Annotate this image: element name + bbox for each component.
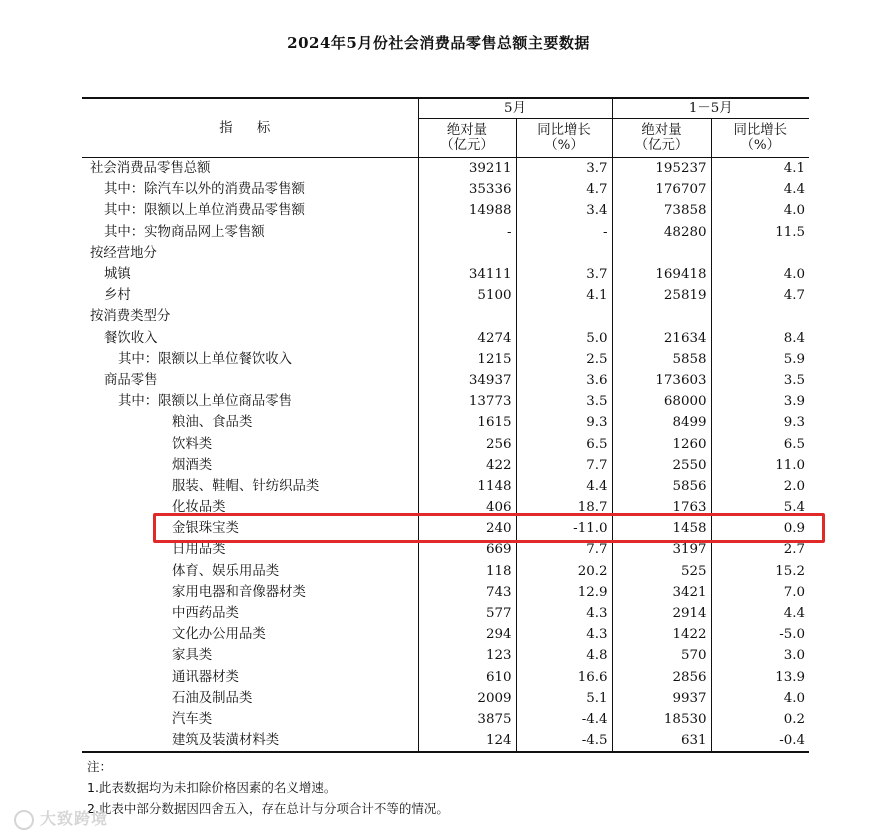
ytd-absolute-value: 5856 [612, 476, 711, 497]
may-absolute-value: 256 [418, 433, 516, 454]
row-indicator-name [82, 667, 418, 688]
ytd-absolute-value: 195237 [612, 158, 711, 180]
ytd-absolute-value: 3421 [612, 582, 711, 603]
row-label: 餐饮收入 [104, 330, 158, 346]
may-absolute-value: 2009 [418, 688, 516, 709]
may-absolute-value: 406 [418, 497, 516, 518]
table-body [82, 158, 809, 753]
row-label: 金银珠宝类 [172, 521, 239, 537]
may-yoy-growth: 2.5 [516, 349, 612, 370]
ytd-absolute-value: 48280 [612, 222, 711, 243]
table-row [82, 561, 809, 582]
table-row [82, 179, 809, 200]
watermark: 大致跨境 [14, 806, 108, 830]
row-label: 按经营地分 [90, 245, 157, 261]
may-yoy-growth: -4.5 [516, 730, 612, 752]
row-label: 其中：限额以上单位餐饮收入 [118, 351, 293, 367]
ytd-absolute-value: 25819 [612, 285, 711, 306]
ytd-absolute-value: 2914 [612, 603, 711, 624]
may-absolute-value: 240 [418, 518, 516, 539]
ytd-absolute-value [612, 243, 711, 264]
row-label: 其中：除汽车以外的消费品零售额 [104, 182, 305, 198]
may-absolute-value: 124 [418, 730, 516, 752]
may-yoy-growth: -4.4 [516, 709, 612, 730]
ytd-yoy-growth: 2.0 [783, 478, 806, 494]
table-row [82, 624, 809, 645]
may-absolute-value: 34937 [418, 370, 516, 391]
table-header-row [82, 98, 809, 119]
row-indicator-name [82, 433, 418, 454]
row-label: 城镇 [104, 267, 131, 283]
ytd-abs-header: 绝对量 （亿元） [612, 119, 711, 158]
ytd-yoy-growth: -5.0 [779, 627, 806, 643]
ytd-yoy-growth: 0.9 [783, 521, 806, 537]
row-label: 按消费类型分 [90, 309, 171, 325]
may-yoy-growth: 7.7 [516, 539, 612, 560]
ytd-yoy-header: 同比增长 （%） [711, 119, 809, 158]
ytd-absolute-value: 18530 [612, 709, 711, 730]
row-label: 其中：限额以上单位消费品零售额 [104, 203, 305, 219]
row-indicator-name [82, 264, 418, 285]
row-indicator-name [82, 476, 418, 497]
row-label: 家用电器和音像器材类 [172, 584, 306, 600]
row-indicator-name [82, 624, 418, 645]
may-yoy-growth [516, 306, 612, 327]
ytd-yoy-growth: 9.3 [783, 415, 806, 431]
may-yoy-growth [516, 243, 612, 264]
may-yoy-growth: 3.7 [516, 158, 612, 180]
ytd-yoy-growth: 3.5 [783, 372, 806, 388]
ytd-yoy-growth: 4.4 [783, 182, 806, 198]
row-indicator-name [82, 285, 418, 306]
row-label: 通讯器材类 [172, 669, 239, 685]
may-yoy-growth: 16.6 [516, 667, 612, 688]
row-indicator-name [82, 518, 418, 539]
ytd-absolute-value: 631 [612, 730, 711, 752]
ytd-yoy-growth: 11.5 [775, 224, 806, 240]
note-2: 2.此表中部分数据因四舍五入，存在总计与分项合计不等的情况。 [87, 801, 449, 816]
ytd-absolute-value: 5858 [612, 349, 711, 370]
may-absolute-value: 118 [418, 561, 516, 582]
may-yoy-growth: 4.3 [516, 603, 612, 624]
row-indicator-name [82, 158, 418, 180]
table-row [82, 455, 809, 476]
may-yoy-growth: 12.9 [516, 582, 612, 603]
row-indicator-name [82, 179, 418, 200]
may-yoy-growth: 3.4 [516, 200, 612, 221]
table-row [82, 730, 809, 752]
may-absolute-value: 39211 [418, 158, 516, 180]
may-group-header: 5月 [418, 98, 612, 119]
table-row [82, 264, 809, 285]
ytd-absolute-value: 21634 [612, 328, 711, 349]
may-absolute-value: 34111 [418, 264, 516, 285]
table-row [82, 582, 809, 603]
may-absolute-value: 1215 [418, 349, 516, 370]
ytd-absolute-value: 68000 [612, 391, 711, 412]
row-label: 化妆品类 [172, 500, 226, 516]
ytd-yoy-growth: 3.9 [783, 394, 806, 410]
row-indicator-name [82, 391, 418, 412]
table-row [82, 349, 809, 370]
may-absolute-value: 35336 [418, 179, 516, 200]
may-absolute-value: 13773 [418, 391, 516, 412]
row-label: 社会消费品零售总额 [90, 161, 211, 177]
ytd-yoy-growth: 3.0 [783, 648, 806, 664]
may-yoy-growth: 3.7 [516, 264, 612, 285]
may-yoy-growth: 20.2 [516, 561, 612, 582]
may-absolute-value: 743 [418, 582, 516, 603]
ytd-yoy-growth: 6.5 [783, 436, 806, 452]
row-indicator-name [82, 561, 418, 582]
may-abs-header: 绝对量 （亿元） [418, 119, 516, 158]
may-yoy-growth: - [516, 222, 612, 243]
table-row [82, 518, 809, 539]
ytd-absolute-value: 8499 [612, 412, 711, 433]
may-yoy-growth: 5.0 [516, 328, 612, 349]
may-absolute-value: 294 [418, 624, 516, 645]
ytd-absolute-value: 176707 [612, 179, 711, 200]
row-indicator-name [82, 603, 418, 624]
may-absolute-value: 14988 [418, 200, 516, 221]
row-label: 粮油、食品类 [172, 415, 253, 431]
may-absolute-value: 5100 [418, 285, 516, 306]
may-yoy-growth: 4.1 [516, 285, 612, 306]
ytd-absolute-value: 1422 [612, 624, 711, 645]
ytd-yoy-growth: 2.7 [783, 542, 806, 558]
ytd-absolute-value [612, 306, 711, 327]
may-yoy-growth: 4.8 [516, 645, 612, 666]
may-yoy-growth: 3.5 [516, 391, 612, 412]
row-label: 汽车类 [172, 711, 213, 727]
may-yoy-growth: 18.7 [516, 497, 612, 518]
may-absolute-value: 610 [418, 667, 516, 688]
table-row [82, 200, 809, 221]
ytd-yoy-growth: 8.4 [783, 330, 806, 346]
ytd-group-header: 1－5月 [612, 98, 809, 119]
row-indicator-name [82, 412, 418, 433]
row-indicator-name [82, 200, 418, 221]
may-absolute-value: 1615 [418, 412, 516, 433]
may-yoy-growth: 6.5 [516, 433, 612, 454]
row-label: 乡村 [104, 288, 131, 304]
row-label: 家具类 [172, 648, 213, 664]
may-absolute-value: 422 [418, 455, 516, 476]
row-indicator-name [82, 370, 418, 391]
table-row [82, 306, 809, 327]
row-indicator-name [82, 539, 418, 560]
watermark-logo-icon [14, 810, 34, 830]
may-yoy-growth: -11.0 [516, 518, 612, 539]
may-absolute-value: - [418, 222, 516, 243]
ytd-yoy-growth: 0.2 [783, 711, 806, 727]
table-row [82, 285, 809, 306]
note-1: 1.此表数据均为未扣除价格因素的名义增速。 [87, 780, 337, 795]
ytd-yoy-growth: 11.0 [775, 457, 806, 473]
ytd-yoy-growth: 4.7 [783, 288, 806, 304]
row-label: 饮料类 [172, 436, 213, 452]
ytd-absolute-value: 2550 [612, 455, 711, 476]
page-title: 2024年5月份社会消费品零售总额主要数据 [287, 34, 590, 52]
ytd-yoy-growth: -0.4 [711, 730, 809, 752]
notes-section [87, 756, 449, 819]
notes-label: 注： [87, 759, 113, 774]
row-label: 服装、鞋帽、针纺织品类 [172, 478, 320, 494]
table-row [82, 645, 809, 666]
ytd-yoy-growth: 4.1 [783, 161, 806, 177]
indicator-header: 指 标 [82, 98, 418, 158]
table-row [82, 433, 809, 454]
may-yoy-header: 同比增长 （%） [516, 119, 612, 158]
ytd-yoy-growth: 15.2 [775, 563, 806, 579]
row-label: 日用品类 [172, 542, 226, 558]
row-indicator-name [82, 243, 418, 264]
table-row [82, 328, 809, 349]
ytd-absolute-value: 3197 [612, 539, 711, 560]
ytd-absolute-value: 1763 [612, 497, 711, 518]
ytd-yoy-growth: 4.0 [783, 267, 806, 283]
may-absolute-value [418, 243, 516, 264]
may-absolute-value [418, 306, 516, 327]
may-absolute-value: 669 [418, 539, 516, 560]
may-yoy-growth: 4.7 [516, 179, 612, 200]
ytd-absolute-value: 173603 [612, 370, 711, 391]
table-row [82, 222, 809, 243]
may-absolute-value: 1148 [418, 476, 516, 497]
ytd-absolute-value: 9937 [612, 688, 711, 709]
table-row [82, 476, 809, 497]
may-yoy-growth: 5.1 [516, 688, 612, 709]
row-label: 文化办公用品类 [172, 627, 266, 643]
ytd-absolute-value: 169418 [612, 264, 711, 285]
table-row [82, 667, 809, 688]
row-label: 石油及制品类 [172, 690, 253, 706]
may-yoy-growth: 7.7 [516, 455, 612, 476]
may-absolute-value: 577 [418, 603, 516, 624]
may-yoy-growth: 9.3 [516, 412, 612, 433]
ytd-absolute-value: 570 [612, 645, 711, 666]
may-yoy-growth: 4.4 [516, 476, 612, 497]
ytd-yoy-growth: 4.0 [783, 690, 806, 706]
row-label: 商品零售 [104, 372, 158, 388]
retail-sales-table [82, 97, 809, 753]
row-indicator-name [82, 306, 418, 327]
row-label: 体育、娱乐用品类 [172, 563, 280, 579]
table-row [82, 370, 809, 391]
ytd-yoy-growth: 5.9 [783, 351, 806, 367]
table-row [82, 158, 809, 180]
table-row [82, 497, 809, 518]
table-row [82, 603, 809, 624]
ytd-yoy-growth: 4.0 [783, 203, 806, 219]
ytd-yoy-growth [711, 306, 809, 327]
row-indicator-name [82, 709, 418, 730]
ytd-absolute-value: 1458 [612, 518, 711, 539]
table-row [82, 539, 809, 560]
ytd-absolute-value: 1260 [612, 433, 711, 454]
row-label: 中西药品类 [172, 606, 239, 622]
row-indicator-name [82, 222, 418, 243]
row-indicator-name [82, 349, 418, 370]
ytd-yoy-growth: 5.4 [783, 500, 806, 516]
may-yoy-growth: 3.6 [516, 370, 612, 391]
row-label: 建筑及装潢材料类 [172, 733, 280, 749]
row-indicator-name [82, 645, 418, 666]
may-yoy-growth: 4.3 [516, 624, 612, 645]
ytd-yoy-growth: 4.4 [783, 606, 806, 622]
row-label: 烟酒类 [172, 457, 213, 473]
row-indicator-name [82, 328, 418, 349]
may-absolute-value: 4274 [418, 328, 516, 349]
may-absolute-value: 123 [418, 645, 516, 666]
table-row [82, 688, 809, 709]
ytd-absolute-value: 2856 [612, 667, 711, 688]
table-row [82, 709, 809, 730]
ytd-absolute-value: 525 [612, 561, 711, 582]
table-row [82, 412, 809, 433]
row-indicator-name [82, 497, 418, 518]
row-indicator-name [82, 455, 418, 476]
ytd-absolute-value: 73858 [612, 200, 711, 221]
row-indicator-name [82, 688, 418, 709]
table-row [82, 391, 809, 412]
row-label: 其中：限额以上单位商品零售 [118, 394, 293, 410]
ytd-yoy-growth: 7.0 [783, 584, 806, 600]
may-absolute-value: 3875 [418, 709, 516, 730]
row-label: 其中：实物商品网上零售额 [104, 224, 265, 240]
ytd-yoy-growth [711, 243, 809, 264]
ytd-yoy-growth: 13.9 [775, 669, 806, 685]
row-indicator-name [82, 730, 418, 752]
row-indicator-name [82, 582, 418, 603]
table-row [82, 243, 809, 264]
